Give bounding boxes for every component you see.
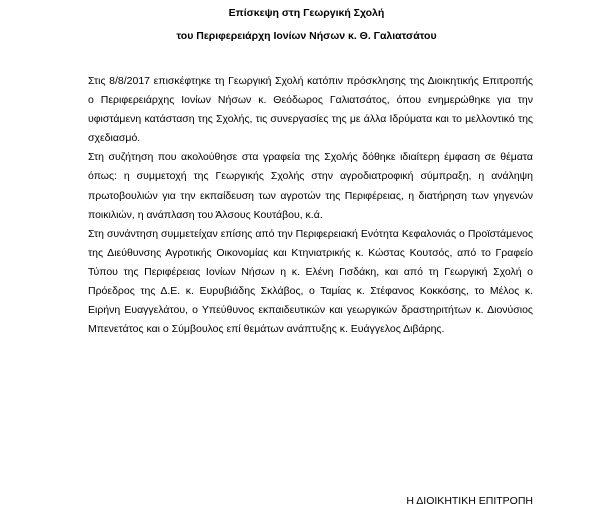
document-body (88, 72, 533, 339)
document-title-line-2: του Περιφερειάρχη Ιονίων Νήσων κ. Θ. Γαλιατσάτου (176, 30, 437, 42)
signature: Η ΔΙΟΙΚΗΤΙΚΗ ΕΠΙΤΡΟΠΗ (406, 495, 533, 507)
paragraph-discussion: Στη συζήτηση που ακολούθησε στα γραφεία της Σχολής δόθηκε ιδιαίτερη έμφαση σε θέματα όπως: η συμμετοχή της Γεωργικής Σχολής στην αγροδιατροφική σύμπραξη, η ανάληψη πρωτοβουλιών για την εκπαίδευση των αγροτών της Περιφέρειας, η διατήρηση των γηγενών ποικιλιών, η ανάπλαση του Άλσους Κουτάβου, κ.ά. (88, 151, 533, 221)
paragraph-visit: Στις 8/8/2017 επισκέφτηκε τη Γεωργική Σχολή κατόπιν πρόσκλησης της Διοικητικής Επιτροπής ο Περιφερειάρχης Ιονίων Νήσων κ. Θεόδωρος Γαλιατσάτος, όπου ενημερώθηκε για την υφιστάμενη κατάσταση της Σχολής, τις συνεργασίες της με άλλα Ιδρύματα και το μελλοντικό της σχεδιασμό. (88, 75, 533, 145)
document-title-line-1: Επίσκεψη στη Γεωργική Σχολή (228, 7, 385, 19)
paragraph-participants: Στη συνάντηση συμμετείχαν επίσης από την Περιφερειακή Ενότητα Κεφαλονιάς ο Προϊστάμενος της Διεύθυνσης Αγροτικής Οικονομίας και Κτηνιατρικής κ. Κώστας Κουτσός, από το Γραφείο Τύπου της Περιφέρειας Ιονίων Νήσων η κ. Ελένη Γισδάκη, και από τη Γεωργική Σχολή ο Πρόεδρος της Δ.Ε. κ. Ευρυβιάδης Σκλάβος, ο Ταμίας κ. Στέφανος Κοκκόσης, το Μέλος κ. Ειρήνη Ευαγγελάτου, ο Υπεύθυνος εκπαιδευτικών και γεωργικών δραστηριτήτων κ. Διονύσιος Μπενετάτος και ο Σύμβουλος επί θεμάτων ανάπτυξης κ. Ευάγγελος Διβάρης. (88, 227, 533, 336)
